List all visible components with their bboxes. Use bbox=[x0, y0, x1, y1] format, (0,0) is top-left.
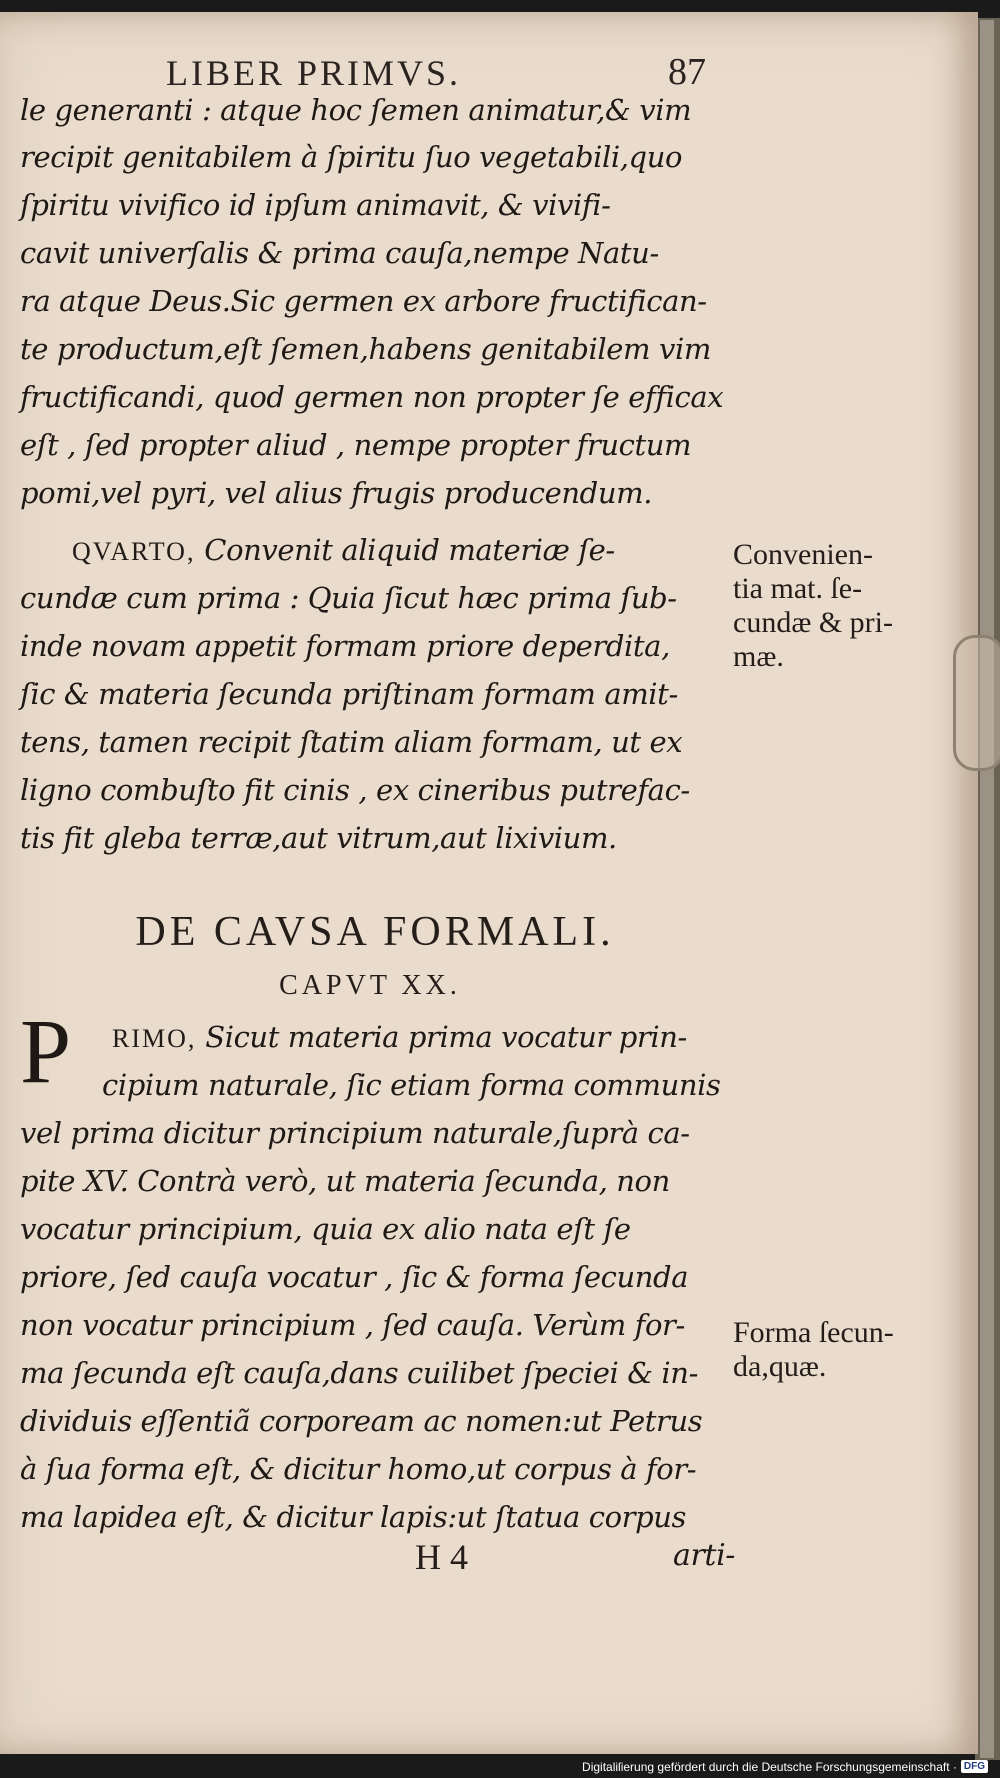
section-heading: DE CAVSA FORMALI. bbox=[135, 909, 615, 955]
text-line: dividuis eſſentiã corpoream ac nomen:ut Petrus bbox=[20, 1404, 703, 1438]
chapter-number: CAPVT XX. bbox=[279, 970, 461, 1001]
margin-note-1 bbox=[733, 538, 893, 674]
signature-mark: H 4 bbox=[415, 1537, 468, 1577]
margin-note-line: Forma ſecun- bbox=[733, 1316, 894, 1349]
book-edge-inner bbox=[980, 20, 994, 1758]
page-number: 87 bbox=[668, 51, 706, 93]
paragraph-lead: QVARTO, bbox=[72, 537, 196, 566]
text-line: ma ſecunda eſt cauſa,dans cuilibet ſpeciei & in- bbox=[20, 1356, 698, 1390]
text-line: te productum,eſt ſemen,habens genitabilem vim bbox=[20, 332, 711, 366]
text-line: tis fit gleba terræ,aut vitrum,aut lixivium. bbox=[20, 821, 617, 855]
text-line: tens, tamen recipit ſtatim aliam formam, ut ex bbox=[20, 725, 683, 759]
text-line: recipit genitabilem à ſpiritu ſuo vegetabili,quo bbox=[20, 140, 683, 174]
text-line: vel prima dicitur principium naturale,ſuprà ca- bbox=[20, 1116, 690, 1150]
text-line: ligno combuſto fit cinis , ex cineribus putrefac- bbox=[20, 773, 690, 807]
paragraph-first-line: Convenit aliquid materiæ ſe- bbox=[204, 533, 615, 567]
margin-note-line: tia mat. ſe- bbox=[733, 572, 863, 605]
text-line: non vocatur principium , ſed cauſa. Verùm for- bbox=[20, 1308, 685, 1342]
catchword: arti- bbox=[673, 1538, 736, 1573]
text-line bbox=[72, 533, 615, 567]
margin-note-2 bbox=[733, 1316, 894, 1384]
text-line: eſt , ſed propter aliud , nempe propter fructum bbox=[20, 428, 692, 462]
digitization-credit bbox=[582, 1758, 988, 1775]
text-line: cundæ cum prima : Quia ſicut hæc prima ſub- bbox=[20, 581, 677, 615]
text-line: le generanti : atque hoc ſemen animatur,& vim bbox=[20, 93, 692, 127]
margin-note-line: mæ. bbox=[733, 640, 784, 673]
text-line: ra atque Deus.Sic germen ex arbore fructifican- bbox=[20, 284, 707, 318]
book-page bbox=[0, 12, 978, 1754]
margin-note-line: da,quæ. bbox=[733, 1350, 827, 1383]
text-line: pite XV. Contrà verò, ut materia ſecunda, non bbox=[20, 1164, 670, 1198]
text-line: priore, ſed cauſa vocatur , ſic & forma ſecunda bbox=[20, 1260, 689, 1294]
text-line: à ſua forma eſt, & dicitur homo,ut corpus à for- bbox=[20, 1452, 697, 1486]
text-line: cipium naturale, ſic etiam forma communis bbox=[102, 1068, 721, 1102]
paragraph-first-line: Sicut materia prima vocatur prin- bbox=[205, 1020, 687, 1054]
text-line: ma lapidea eſt, & dicitur lapis:ut ſtatua corpus bbox=[20, 1500, 687, 1534]
text-line: ſic & materia ſecunda priſtinam formam amit- bbox=[20, 677, 678, 711]
credit-text: Digitaliſierung gefördert durch die Deutsche Forschungsgemeinschaft · bbox=[582, 1759, 957, 1774]
drop-cap: P bbox=[20, 1000, 72, 1102]
text-line: inde novam appetit formam priore deperdita, bbox=[20, 629, 670, 663]
paragraph-lead: RIMO, bbox=[112, 1024, 197, 1053]
dfg-logo: DFG bbox=[961, 1760, 988, 1773]
text-line: ſpiritu vivifico id ipſum animavit, & vivifi- bbox=[20, 188, 611, 222]
page-tab bbox=[953, 635, 1000, 771]
text-line: cavit univerſalis & prima cauſa,nempe Natu- bbox=[20, 236, 659, 270]
text-line: pomi,vel pyri, vel alius frugis producendum. bbox=[20, 476, 653, 510]
text-line: vocatur principium, quia ex alio nata eſt ſe bbox=[20, 1212, 631, 1246]
margin-note-line: Convenien- bbox=[733, 538, 873, 571]
text-line bbox=[112, 1020, 687, 1054]
margin-note-line: cundæ & pri- bbox=[733, 606, 893, 639]
running-title: LIBER PRIMVS. bbox=[166, 53, 462, 93]
text-line: fructificandi, quod germen non propter ſe efficax bbox=[20, 380, 724, 414]
